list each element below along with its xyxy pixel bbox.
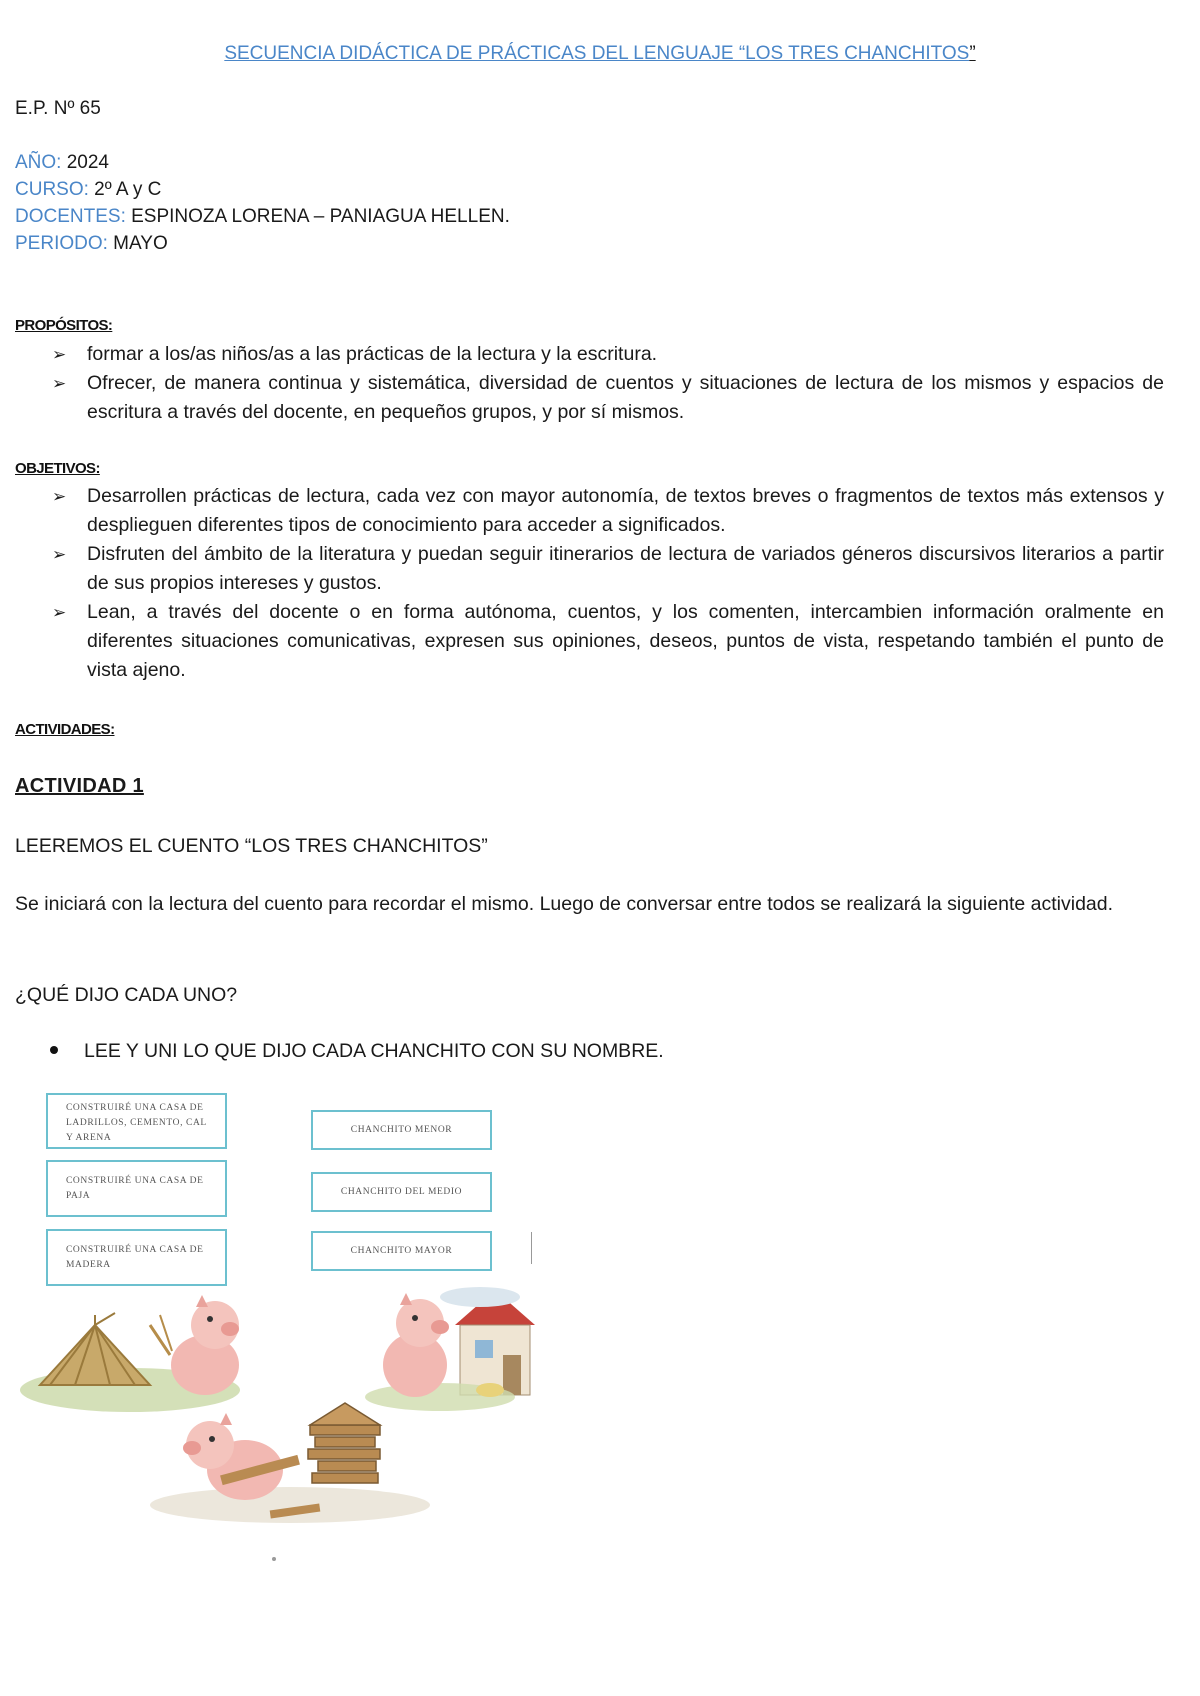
three-pigs-illustration	[20, 1285, 535, 1535]
document-title	[0, 43, 1200, 65]
quote-card: CONSTRUIRÉ UNA CASA DE PAJA	[46, 1160, 227, 1217]
objectives-list	[52, 482, 1164, 685]
objective-item: ➢ Desarrollen prácticas de lectura, cada vez con mayor autonomía, de textos breves o fragmentos de textos más extensos y desplieguen diferentes tipos de conocimiento para acceder a significados.	[52, 482, 1164, 540]
info-year	[15, 151, 109, 175]
info-course	[15, 178, 161, 202]
purposes-list	[52, 340, 1164, 427]
info-course-label: CURSO:	[15, 179, 89, 200]
school-line: E.P. Nº 65	[15, 98, 101, 119]
objective-item: ➢ Lean, a través del docente o en forma autónoma, cuentos, y los comenten, intercambien información oralmente en diferentes situaciones comunicativas, expresen sus opiniones, deseos, puntos de vista, respetando también el punto de vista ajeno.	[52, 598, 1164, 685]
info-teachers-value: ESPINOZA LORENA – PANIAGUA HELLEN.	[125, 206, 510, 227]
info-year-label: AÑO:	[15, 152, 62, 173]
quote-card: CONSTRUIRÉ UNA CASA DE MADERA	[46, 1229, 227, 1286]
purpose-item: ➢ formar a los/as niños/as a las prácticas de la lectura y la escritura.	[52, 340, 1164, 369]
arrow-bullet-icon: ➢	[52, 487, 67, 506]
name-card: CHANCHITO MENOR	[311, 1110, 492, 1150]
arrow-bullet-icon: ➢	[52, 345, 67, 364]
info-period-value: MAYO	[107, 233, 168, 254]
info-period-label: PERIODO:	[15, 233, 108, 254]
straw-hut-icon	[40, 1313, 150, 1385]
purpose-item: ➢ Ofrecer, de manera continua y sistemática, diversidad de cuentos y situaciones de lectura de los mismos y espacios de escritura a través del docente, en pequeños grupos, y por sí mismos.	[52, 369, 1164, 427]
name-card: CHANCHITO MAYOR	[311, 1231, 492, 1271]
instruction-item	[50, 1040, 664, 1063]
instruction-text: LEE Y UNI LO QUE DIJO CADA CHANCHITO CON SU NOMBRE.	[84, 1040, 664, 1062]
info-year-value: 2024	[61, 152, 109, 173]
activities-heading: ACTIVIDADES:	[15, 721, 115, 738]
question-line: ¿QUÉ DIJO CADA UNO?	[15, 984, 238, 1006]
activity1-line: LEEREMOS EL CUENTO “LOS TRES CHANCHITOS”	[15, 835, 488, 857]
purposes-heading: PROPÓSITOS:	[15, 317, 113, 334]
stray-dot	[272, 1557, 276, 1561]
arrow-bullet-icon: ➢	[52, 545, 67, 564]
divider-mark	[531, 1232, 532, 1264]
bullet-dot-icon	[50, 1046, 58, 1054]
info-teachers-label: DOCENTES:	[15, 206, 126, 227]
info-period	[15, 232, 168, 256]
info-course-value: 2º A y C	[88, 179, 162, 200]
arrow-bullet-icon: ➢	[52, 374, 67, 393]
wood-house-icon	[308, 1403, 380, 1483]
activity1-heading: ACTIVIDAD 1	[15, 775, 144, 797]
quote-card: CONSTRUIRÉ UNA CASA DE LADRILLOS, CEMENTO, CAL Y ARENA	[46, 1093, 227, 1149]
activity1-paragraph: Se iniciará con la lectura del cuento para recordar el mismo. Luego de conversar entre todos se realizará la siguiente actividad.	[15, 893, 1114, 915]
title-closing-quote: ”	[969, 43, 976, 64]
arrow-bullet-icon: ➢	[52, 603, 67, 622]
info-teachers	[15, 205, 510, 229]
objectives-heading: OBJETIVOS:	[15, 460, 100, 477]
title-text: SECUENCIA DIDÁCTICA DE PRÁCTICAS DEL LENGUAJE “LOS TRES CHANCHITOS	[224, 43, 970, 64]
name-card: CHANCHITO DEL MEDIO	[311, 1172, 492, 1212]
objective-item: ➢ Disfruten del ámbito de la literatura y puedan seguir itinerarios de lectura de variados géneros discursivos literarios a partir de sus propios intereses y gustos.	[52, 540, 1164, 598]
